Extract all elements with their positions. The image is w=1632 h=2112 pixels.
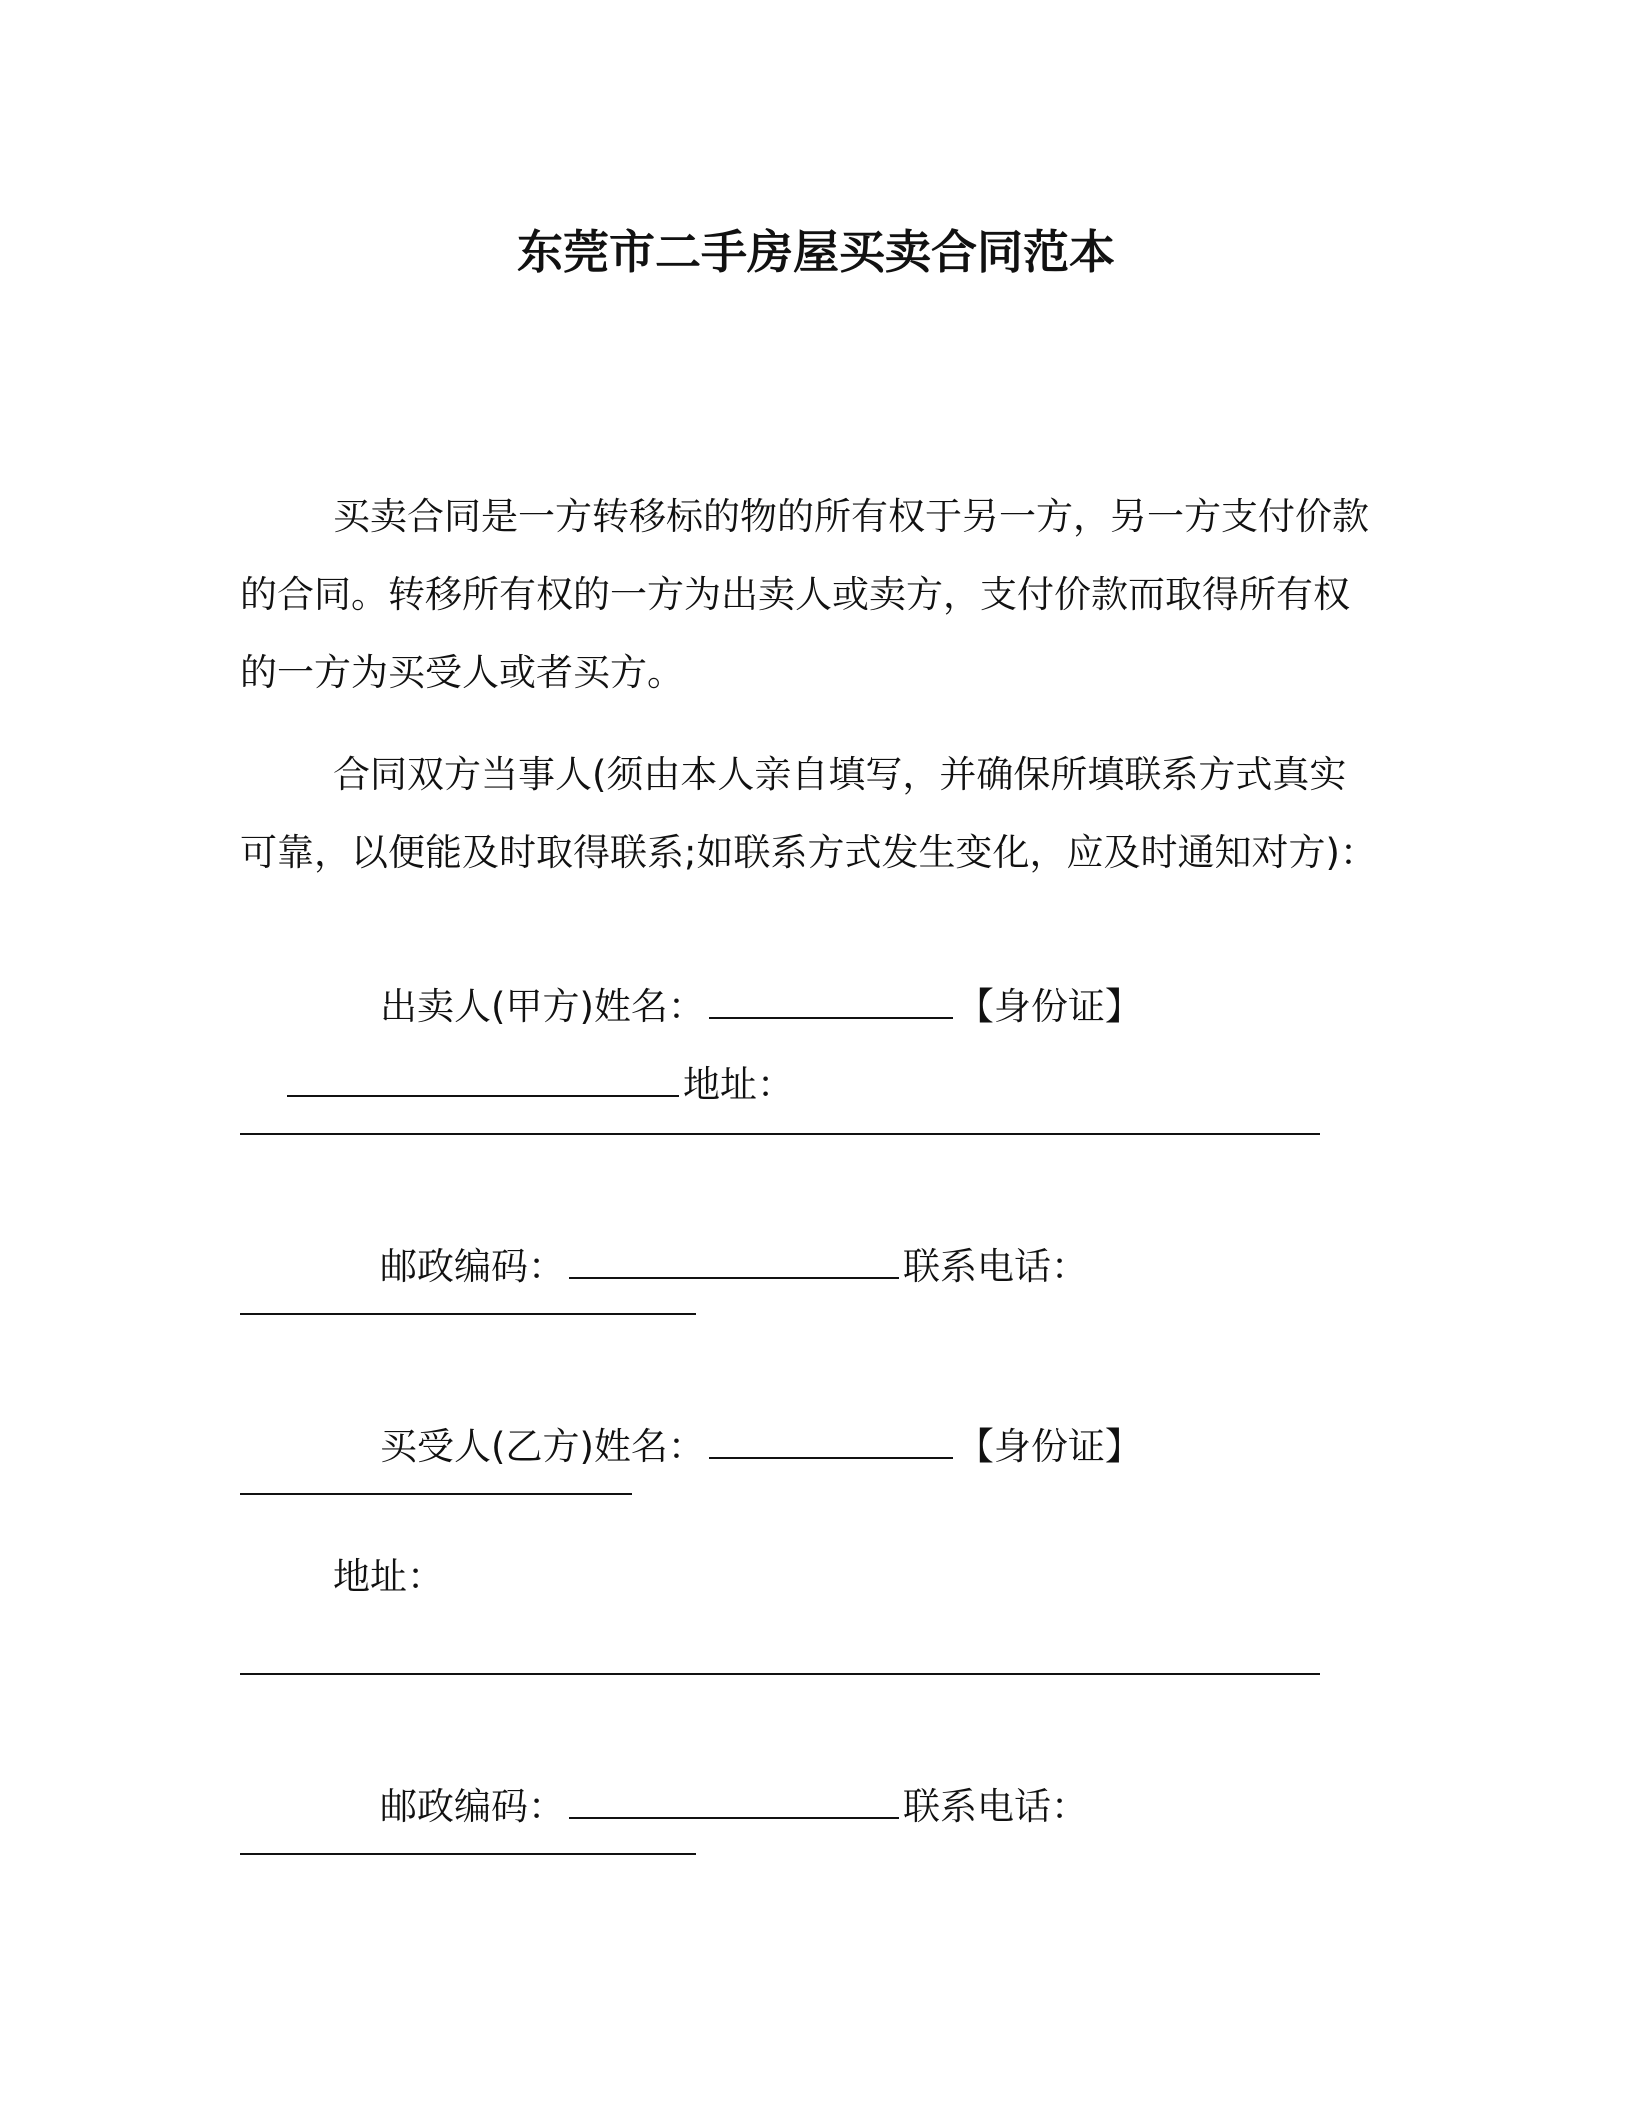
buyer-id-field[interactable]: [240, 1493, 632, 1495]
buyer-address-label: 地址：: [333, 1555, 444, 1598]
intro-line-2: 的合同。转移所有权的一方为出卖人或卖方，支付价款而取得所有权: [240, 573, 1350, 616]
buyer-contact-row: [333, 1732, 1088, 1882]
buyer-postcode-label: 邮政编码：: [380, 1785, 566, 1828]
parties-note-line-1: 合同双方当事人(须由本人亲自填写，并确保所填联系方式真实: [333, 753, 1347, 796]
seller-phone-field[interactable]: [240, 1313, 696, 1315]
parties-note-line-2: 可靠，以便能及时取得联系;如联系方式发生变化，应及时通知对方)：: [240, 831, 1377, 874]
buyer-name-row: [333, 1372, 1142, 1522]
intro-line-1: 买卖合同是一方转移标的物的所有权于另一方，另一方支付价款: [333, 495, 1369, 538]
buyer-phone-field[interactable]: [240, 1853, 696, 1855]
seller-name-label: 出卖人(甲方)姓名：: [380, 985, 705, 1028]
intro-line-3: 的一方为买受人或者买方。: [240, 651, 684, 694]
seller-id-label: 【身份证】: [956, 985, 1142, 1028]
seller-address-field[interactable]: [240, 1133, 1320, 1135]
buyer-name-label: 买受人(乙方)姓名：: [380, 1425, 705, 1468]
document-title: 东莞市二手房屋买卖合同范本: [517, 225, 1115, 279]
buyer-name-field[interactable]: [709, 1427, 953, 1459]
seller-id-address-row: [240, 1010, 794, 1160]
buyer-address-field[interactable]: [240, 1673, 1320, 1675]
seller-postcode-label: 邮政编码：: [380, 1245, 566, 1288]
seller-postcode-field[interactable]: [569, 1247, 899, 1279]
buyer-phone-label: 联系电话：: [903, 1785, 1089, 1828]
buyer-postcode-field[interactable]: [569, 1787, 899, 1819]
buyer-id-label: 【身份证】: [956, 1425, 1142, 1468]
seller-id-field[interactable]: [287, 1065, 679, 1097]
seller-phone-label: 联系电话：: [903, 1245, 1089, 1288]
seller-address-label: 地址：: [683, 1063, 795, 1106]
seller-contact-row: [333, 1192, 1088, 1342]
